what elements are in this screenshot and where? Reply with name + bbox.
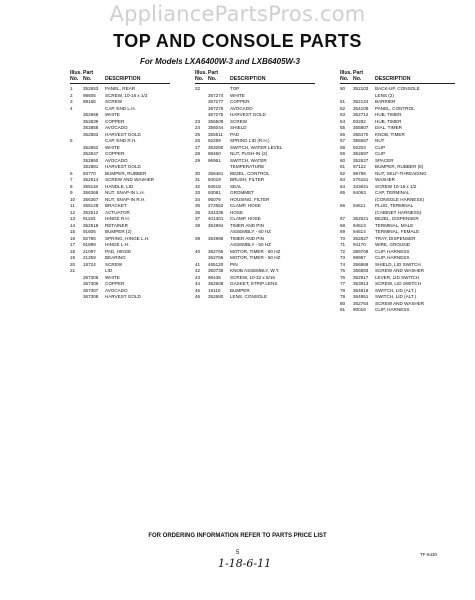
illus-number: 52: [340, 105, 346, 111]
part-number: 352860: [83, 157, 99, 163]
parts-column-3: [340, 70, 455, 314]
part-number: 367276: [208, 105, 224, 111]
illus-number: 43: [195, 274, 201, 280]
part-number: 352627: [353, 157, 369, 163]
part-description: TERMINAL, MALE: [375, 222, 414, 228]
illus-number: 63: [340, 177, 346, 182]
part-number: 389709: [353, 248, 369, 254]
part-description: PAD: [230, 131, 240, 137]
part-number: 352847: [83, 151, 99, 156]
part-number: 367307: [83, 287, 99, 293]
part-number: 367306: [83, 281, 99, 286]
illus-number: 58: [340, 144, 346, 150]
part-number: 352608: [208, 281, 224, 286]
part-number: 352858: [83, 125, 99, 130]
part-description: (CONSOLE HARNESS): [375, 196, 425, 202]
illus-number: 24: [195, 125, 201, 130]
illus-number: 29: [195, 157, 201, 163]
illus-number: 76: [340, 274, 346, 280]
illus-number: 45: [195, 287, 201, 293]
part-description: DIAL, TIMER: [375, 125, 402, 130]
parts-list: [340, 86, 455, 314]
part-description: CLIP, HARNESS: [375, 307, 410, 312]
illus-number: 46: [195, 294, 201, 299]
part-description: BUMPER: [230, 287, 250, 293]
part-number: 401301: [208, 216, 224, 221]
illus-number: 7: [70, 177, 73, 182]
part-description: RETAINER: [105, 222, 128, 228]
part-description: WHITE: [105, 144, 120, 150]
part-number: 352827: [353, 235, 369, 241]
illus-number: 78: [340, 287, 346, 293]
part-description: CAP, TERMINAL: [375, 190, 410, 195]
illus-number: 6: [70, 170, 73, 176]
part-description: HUB, TIMER: [375, 112, 402, 117]
part-number: 94170: [353, 242, 366, 247]
part-description: SCREW 10-16 x 1/2: [375, 183, 417, 189]
part-description: SCREW, 10-16 x 1/2: [105, 92, 148, 98]
part-description: SHIELD: [230, 125, 247, 130]
illus-number: 55: [340, 125, 346, 130]
illus-number: 70: [340, 235, 346, 241]
illus-number: 20: [70, 261, 76, 267]
part-number: 352839: [83, 118, 99, 124]
illus-number: 61: [340, 164, 346, 169]
part-number: 94019: [208, 177, 221, 182]
illus-number: 54: [340, 118, 346, 124]
illus-number: 53: [340, 112, 346, 117]
part-description: TOP: [230, 86, 240, 91]
part-description: AVOCADO: [230, 105, 253, 111]
illus-number: 11: [70, 203, 75, 208]
part-number: 91605: [83, 229, 96, 234]
part-description: COPPER: [105, 118, 125, 124]
part-number: 364994: [208, 222, 224, 228]
illus-number: 17: [70, 242, 76, 247]
part-number: 362765: [208, 248, 224, 254]
part-number: 356368: [83, 190, 99, 195]
part-description: HOUSING, FILTER: [230, 196, 270, 202]
illus-number: 27: [195, 144, 201, 150]
part-number: 364919: [353, 287, 369, 293]
illus-number: 30: [195, 170, 201, 176]
part-description: MOTOR, TIMER - 60 HZ: [230, 248, 281, 254]
part-number: 356889: [353, 261, 369, 267]
part-number: 356893: [353, 268, 369, 273]
part-description: CAP, END L.H.: [105, 105, 136, 111]
part-description: WHITE: [105, 274, 120, 280]
part-number: 19110: [208, 287, 221, 293]
part-number: 275151: [353, 177, 369, 182]
part-description: SHIELD, LID SWITCH: [375, 261, 421, 267]
part-number: 356118: [83, 183, 98, 189]
illus-number: 33: [195, 190, 201, 195]
part-number: 93282: [353, 118, 366, 124]
illus-number: 1: [70, 86, 73, 91]
part-description: PANEL, CONTROL: [375, 105, 415, 111]
part-description: BUMPER, RUBBER: [105, 170, 147, 176]
part-number: 352680: [208, 294, 224, 299]
part-description: HARVEST GOLD: [105, 131, 141, 137]
page-title: TOP AND CONSOLE PARTS: [113, 31, 362, 51]
part-description: TIMER AND PIN: [230, 235, 264, 241]
part-number: 98788: [353, 170, 366, 176]
part-description: COPPER: [230, 99, 250, 104]
part-description: SWITCH, LID (ALT.): [375, 287, 417, 293]
part-number: 352917: [353, 274, 369, 280]
illus-number: 9: [70, 190, 73, 195]
parts-list: [70, 86, 170, 301]
illus-number: 50: [340, 86, 346, 91]
part-description: BARRIER: [375, 99, 396, 104]
part-description: CLIP, HARNESS: [375, 255, 410, 260]
ordering-footer: FOR ORDERING INFORMATION REFER TO PARTS PRICE LIST: [148, 533, 327, 539]
column-header: Illus. Part No. No. DESCRIPTION: [195, 70, 315, 84]
illus-number: 65: [340, 190, 346, 195]
part-number: 93618: [208, 183, 221, 189]
part-description: AVOCADO: [105, 125, 128, 130]
part-number: 352862: [83, 144, 99, 150]
part-description: KNOB, TIMER: [375, 131, 405, 137]
illus-number: 18: [70, 248, 76, 254]
illus-number: 19: [70, 255, 76, 260]
part-description: BRUSH, FILTER: [230, 177, 265, 182]
illus-number: 42: [195, 268, 201, 273]
part-description: PAD, HINGE: [105, 248, 132, 254]
part-description: COPPER: [105, 151, 125, 156]
illus-number: 28: [195, 151, 201, 156]
part-number: 272652: [208, 203, 224, 208]
part-description: LID: [105, 268, 113, 273]
illus-number: 79: [340, 294, 346, 299]
document-code: TF-6430: [420, 552, 438, 557]
illus-number: 56: [340, 131, 346, 137]
part-description: SWITCH, WATER: [230, 157, 267, 163]
illus-number: 3: [70, 99, 73, 104]
part-number: 98166: [83, 99, 96, 104]
part-description: HANDLE, LID: [105, 183, 134, 189]
part-number: 352614: [83, 177, 99, 182]
part-number: 352621: [353, 216, 369, 221]
part-number: 91899: [83, 242, 96, 247]
illus-number: 60: [340, 157, 346, 163]
part-description: HINGE L.H.: [105, 242, 130, 247]
part-number: 95076: [208, 196, 221, 202]
part-number: 356128: [83, 203, 99, 208]
illus-number: 72: [340, 248, 346, 254]
part-number: 356470: [353, 131, 369, 137]
illus-number: 13: [70, 216, 76, 221]
part-number: 352712: [353, 112, 369, 117]
part-description: COPPER: [105, 281, 125, 286]
part-number: 352103: [353, 86, 369, 91]
part-description: SWITCH, LID (ALT.): [375, 294, 417, 299]
part-description: TIMER AND PIN: [230, 222, 264, 228]
part-number: 90016: [353, 307, 366, 312]
part-number: 465120: [208, 261, 224, 267]
part-description: SCREW AND WASHER: [105, 177, 155, 182]
part-description: GROMMET: [230, 190, 254, 195]
illus-number: 21: [70, 268, 76, 273]
part-number: 364951: [353, 294, 369, 299]
part-description: CLAMP, HOSE: [230, 203, 261, 208]
illus-number: 64: [340, 183, 346, 189]
illus-number: 80: [340, 300, 346, 306]
illus-number: 51: [340, 99, 346, 104]
illus-number: 31: [195, 177, 201, 182]
part-number: 355587: [353, 138, 369, 143]
illus-number: 23: [195, 118, 201, 124]
part-description: WHITE: [105, 112, 120, 117]
illus-number: 57: [340, 138, 346, 143]
illus-number: 8: [70, 183, 73, 189]
illus-number: 39: [195, 235, 201, 241]
illus-number: 40: [195, 248, 201, 254]
illus-number: 77: [340, 281, 346, 286]
part-number: 354109: [353, 105, 369, 111]
part-description: NUT, SELF-THREADING: [375, 170, 427, 176]
part-number: 356044: [208, 125, 224, 130]
part-number: 97122: [353, 164, 366, 169]
part-number: 352124: [353, 99, 369, 104]
part-description: LEVER, LID SWITCH: [375, 274, 420, 280]
part-description: TERMINAL, FEMALE: [375, 229, 420, 234]
part-description: CLIP: [375, 144, 386, 150]
column-header: Illus. Part No. No. DESCRIPTION: [70, 70, 170, 84]
illus-number: 36: [195, 209, 201, 215]
part-description: SEAL: [230, 183, 242, 189]
part-description: BRACKET: [105, 203, 127, 208]
illus-number: 2: [70, 92, 73, 98]
part-description: ASSEMBLY - 50 HZ: [230, 242, 271, 247]
part-description: CLAMP, HOSE: [230, 216, 261, 221]
part-description: SPRING, HINGE L.H.: [105, 235, 150, 241]
part-number: 92203: [353, 144, 366, 150]
illus-number: 38: [195, 222, 201, 228]
part-number: 98460: [208, 151, 221, 156]
part-description: PIN: [230, 261, 238, 267]
part-description: NUT, SNAP-IN R.H.: [105, 196, 146, 202]
part-description: HARVEST GOLD: [230, 112, 266, 117]
part-number: 352668: [83, 112, 99, 117]
part-description: NUT: [375, 138, 385, 143]
part-number: 18724: [83, 261, 96, 267]
part-number: 91193: [83, 216, 96, 221]
part-number: 98605: [83, 92, 96, 98]
part-number: 352883: [83, 131, 99, 137]
part-description: CLIP, HARNESS: [375, 248, 410, 254]
illus-number: 16: [70, 235, 76, 241]
part-description: SCREW AND WASHER: [375, 268, 425, 273]
part-row: [195, 294, 315, 301]
part-description: HARVEST GOLD: [105, 164, 141, 169]
illus-number: 14: [70, 222, 76, 228]
illus-number: 62: [340, 170, 346, 176]
part-number: 364995: [208, 235, 224, 241]
illus-number: 44: [195, 281, 201, 286]
part-description: BEARING: [105, 255, 126, 260]
illus-number: 69: [340, 229, 346, 234]
part-description: SCREW: [105, 99, 123, 104]
page-number: 5: [236, 550, 240, 556]
part-number: 334335: [208, 209, 224, 215]
part-number: 93081: [208, 190, 221, 195]
illus-number: 32: [195, 183, 201, 189]
part-description: LENS, CONSOLE: [230, 294, 268, 299]
part-description: SCREW, LID SWITCH: [375, 281, 421, 286]
part-description: WASHER: [375, 177, 395, 182]
part-description: CAP, END R.H.: [105, 138, 137, 143]
part-number: 363280: [208, 144, 224, 150]
part-number: 352764: [353, 300, 369, 306]
part-description: SCREW: [230, 118, 248, 124]
part-number: 353913: [353, 281, 369, 286]
part-description: BUMPER (2): [105, 229, 132, 234]
illus-number: 75: [340, 268, 346, 273]
part-number: 355807: [353, 125, 369, 130]
part-description: HOSE: [230, 209, 244, 215]
part-description: (CABINET HARNESS): [375, 209, 422, 215]
part-description: HINGE R.H.: [105, 216, 131, 221]
illus-number: 34: [195, 196, 201, 202]
part-description: SPRING LID (R.H.): [230, 138, 270, 143]
illus-number: 25: [195, 131, 201, 137]
part-description: GASKET, STRIP LENS: [230, 281, 278, 286]
part-description: SCREW: [105, 261, 123, 267]
part-description: MOTOR, TIMER - 50 HZ: [230, 255, 281, 260]
part-number: 96961: [208, 157, 221, 163]
illus-number: 66: [340, 203, 346, 208]
part-description: WIRE, GROUND: [375, 242, 410, 247]
part-description: AVOCADO: [105, 287, 128, 293]
illus-number: 35: [195, 203, 201, 208]
illus-number: 71: [340, 242, 346, 247]
illus-number: 59: [340, 151, 346, 156]
illus-number: [70, 294, 83, 301]
part-number: 21259: [83, 255, 96, 260]
part-description: HUB, TIMER: [375, 118, 402, 124]
part-description: AVOCADO: [105, 157, 128, 163]
part-description: ASSEMBLY - 60 HZ: [230, 229, 271, 234]
part-number: 94063: [353, 190, 366, 195]
column-header: Illus. Part No. No. DESCRIPTION: [340, 70, 455, 84]
part-number: 92796: [83, 235, 96, 241]
part-description: KNOB ASSEMBLY, W.T.: [230, 268, 280, 273]
part-description: SCREW, 10-32 x 5/16: [230, 274, 275, 280]
part-description: PLUG, TERMINAL: [375, 203, 414, 208]
part-description: SWITCH, WATER LEVEL: [230, 144, 283, 150]
illus-number: 73: [340, 255, 346, 260]
part-row: [340, 307, 455, 314]
part-number: 92299: [208, 138, 221, 143]
part-number: 360736: [208, 268, 224, 273]
part-number: 352881: [83, 164, 99, 169]
part-description: PANEL, REAR: [105, 86, 136, 91]
illus-number: 4: [70, 105, 73, 111]
part-number: 94611: [353, 203, 366, 208]
handwritten-note: 1-18-6-11: [218, 557, 272, 570]
part-number: 367308: [83, 294, 99, 299]
part-description: BEZEL, CONTROL: [230, 170, 270, 176]
models-subtitle: For Models LXA6400W-3 and LXB6405W-3: [140, 57, 300, 66]
part-number: 352697: [353, 151, 369, 156]
illus-number: 37: [195, 216, 201, 221]
part-number: 94613: [353, 222, 366, 228]
part-description: SPACER: [375, 157, 394, 163]
part-number: 355511: [208, 131, 223, 137]
part-description: BEZEL, DISPENSER: [375, 216, 419, 221]
part-description: BACK-UP, CONSOLE: [375, 86, 420, 91]
part-description: BUMPER, RUBBER (6): [375, 164, 424, 169]
part-number: 367277: [208, 99, 224, 104]
part-description: CLIP: [375, 151, 386, 156]
part-number: 352653: [83, 86, 99, 91]
parts-column-2: [195, 70, 315, 301]
part-number: 21097: [83, 248, 96, 254]
part-description: HARVEST GOLD: [105, 294, 141, 299]
part-number: 356367: [83, 196, 99, 202]
illus-number: 12: [70, 209, 76, 215]
illus-number: 5: [70, 138, 73, 143]
part-number: 352512: [83, 209, 99, 215]
part-description: SCREW AND WASHER: [375, 300, 425, 306]
illus-number: 68: [340, 222, 346, 228]
part-number: 93770: [83, 170, 96, 176]
part-description: TRAY, DISPENSER: [375, 235, 416, 241]
illus-number: 41: [195, 261, 201, 267]
part-number: 367305: [83, 274, 99, 280]
parts-list: [195, 86, 315, 301]
part-number: 94614: [353, 229, 366, 234]
part-description: WHITE: [230, 92, 245, 98]
part-number: 355509: [208, 118, 224, 124]
part-description: NUT, PUSH-IN (2): [230, 151, 268, 156]
part-number: 367274: [208, 92, 224, 98]
illus-number: 10: [70, 196, 76, 202]
part-description: NUT, SNAP-IN L.H.: [105, 190, 145, 195]
part-number: 98987: [353, 255, 366, 260]
illus-number: 15: [70, 229, 76, 234]
illus-number: 67: [340, 216, 346, 221]
part-number: 362766: [208, 255, 224, 260]
part-number: 352518: [83, 222, 99, 228]
illus-number: 81: [340, 307, 346, 312]
illus-number: 74: [340, 261, 346, 267]
part-number: 343641: [353, 183, 369, 189]
part-description: TEMPERATURE: [230, 164, 265, 169]
part-number: 367275: [208, 112, 224, 117]
parts-column-1: [70, 70, 170, 301]
watermark: AppliancePartsPros.com: [109, 2, 366, 26]
part-number: 356461: [208, 170, 224, 176]
part-number: 98436: [208, 274, 221, 280]
part-description: LENS (2): [375, 92, 394, 98]
part-row: [70, 294, 170, 301]
illus-number: 22: [195, 86, 201, 91]
part-description: ACTUATOR: [105, 209, 130, 215]
illus-number: 26: [195, 138, 201, 143]
